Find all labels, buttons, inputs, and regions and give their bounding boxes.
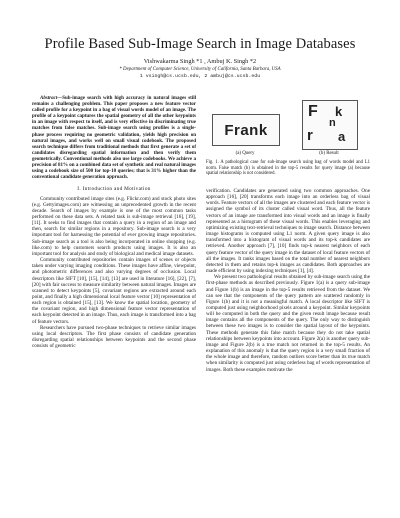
figure-caption: Fig. 1. A pathological case for sub-image search using bag of words model and L1 norm. False match (b) is obtained in the top-5 results for query image (a) because spatial relationship is not considered. (206, 160, 370, 177)
query-image (212, 114, 280, 146)
figure-1 (206, 96, 370, 186)
result-letter: r (307, 127, 313, 144)
body-paragraph: Researchers have pursued two-phase techniques to retrieve similar images using local descriptors. The first phase consists of candidate generation disregarding spatial relationships between keypoints and the second phase consists of geometric (32, 324, 196, 350)
figure-label-b: (b) Result (319, 151, 339, 156)
section-heading: I. Introduction and Motivation (77, 186, 151, 193)
result-image (302, 100, 358, 150)
author-line: Vishwakarma Singh *1 , Ambuj K. Singh *2 (143, 58, 257, 65)
result-letter: F (308, 103, 318, 120)
body-paragraph: Community contributed image sites (e.g. Flickr.com) and stock photo sites (e.g. Gettyimages.com) are witnessing an unprecedented growth in the recent decade. Search of images by example is one of the most common tasks performed on these data sets. A related task is sub-image retrieval [16], [19], [11]. It seeks to find images that contain a query in a region of an image and then, search for similar regions in a repository. Sub-image search is a very important tool for harnessing the potential of ever growing image repositories. Sub-image search as a tool is also being incorporated in online shopping (e.g. like.com) to help customers search products using images. It is also an important tool for analysis and study of biological and medical image datasets. (32, 195, 196, 257)
body-paragraph: verification. Candidates are generated using two common approaches. One approach [16], [20] transforms each image into an orderless bag of visual words. Feature vectors of all the images are clustered and each feature vector is assigned the symbol of its cluster called visual word. Thus, all the feature vectors of an image are transformed into visual words and an image is finally represented as a histogram of these visual words. This enables leveraging and optimizing existing text-retrieval techniques to image search. Distance between image histograms is computed using L1 norm. A given query image is also transformed into a histogram of visual words and its top-k candidates are retrieved. Another approach [7], [10] finds top-k nearest neighbors of each query feature vector of the query image in the dataset of local feature vectors of all the images. It ranks images based on the total number of nearest neighbors detected in them and retains top-k images as candidates. Both approaches are made efficient by using indexing techniques [1], [4]. (206, 188, 370, 275)
right-column (206, 188, 370, 373)
result-letter: k (335, 104, 343, 119)
left-column (32, 96, 196, 349)
figure-label-a: (a) Query (235, 151, 255, 156)
abstract (32, 96, 196, 181)
result-letter: a (338, 129, 346, 144)
body-paragraph: We present two pathological results obtained by sub-image search using the first-phase methods as described previously. Figure 1(a) is a query sub-image and Figure 1(b) is an image in the top-5 results retrieved from the dataset. We can see that the components of the query pattern are scattered randomly in Figure 1(b) and it is not a meaningful match. A local descriptor like SIFT is computed just using neighborhood pixels around a keypoint. Similar keypoints will be computed in both the query and the given result image because result image contains all the components of the query. The only way to distinguish between these two images is to consider the spatial layout of the keypoints. These methods generate this false match because they do not take spatial relationships between keypoints into account. Figure 2(a) is another query sub-image and Figure 2(b) is a true match not returned in the top-5 results. An explanation of this anomaly is that the query region is a very small fraction of the whole image and therefore, random outliers score better than its true match when similarity is computed just using orderless bag of words representation of images. Both these examples motivate the (206, 274, 370, 373)
paper-title: Profile Based Sub-Image Search in Image Databases (44, 36, 356, 52)
abstract-lead: Abstract (40, 96, 58, 101)
query-word: Frank (224, 121, 268, 139)
body-paragraph: Community contributed repositories contain images of scenes or objects taken under varying imaging conditions. These images have affine, viewpoint, and photometric differences and also varying degrees of occlusion. Local descriptors like SIFT [10], [15], [14], [13] are used in literature [16], [22], [7], [20] with fair success to measure similarity between natural images. Images are scanned to detect keypoints [5], covariant regions are extracted around each point, and finally a high dimensional local feature vector [10] representation of each region is obtained [15], [13]. We know the spatial location, geometry of the covariant region, and high dimensional feature vector representation of each keypoint detected in an image. Thus, each image is transformed into a bag of feature vectors. (32, 257, 196, 325)
abstract-text: —Sub-image search with high accuracy in natural images still remains a challenging problem. This paper proposes a new feature vector called profile for a keypoint in a bag of visual words model of an image. The profile of a keypoint captures the spatial geometry of all the other keypoints in an image with respect to itself, and is very effective in discriminating true matches from false matches. Sub-image search using profiles is a single-phase process requiring no geometric validation, yields high precision on natural images, and works well on small visual codebook. The proposed search technique differs from traditional methods that first generate a set of candidates disregarding spatial information and then verify them geometrically. Conventional methods also use large codebooks. We achieve a precision of 81% on a combined data set of synthetic and real natural images using a codebook size of 500 for top-10 queries; that is 31% higher than the conventional candidate generation approach. (32, 96, 196, 181)
affiliation-line: * Department of Computer Science, University of California, Santa Barbara, USA (119, 67, 281, 72)
email-line: 1 vsingh@cs.ucsb.edu, 2 ambuj@cs.ucsb.edu (139, 74, 261, 79)
result-letter: n (329, 117, 336, 129)
